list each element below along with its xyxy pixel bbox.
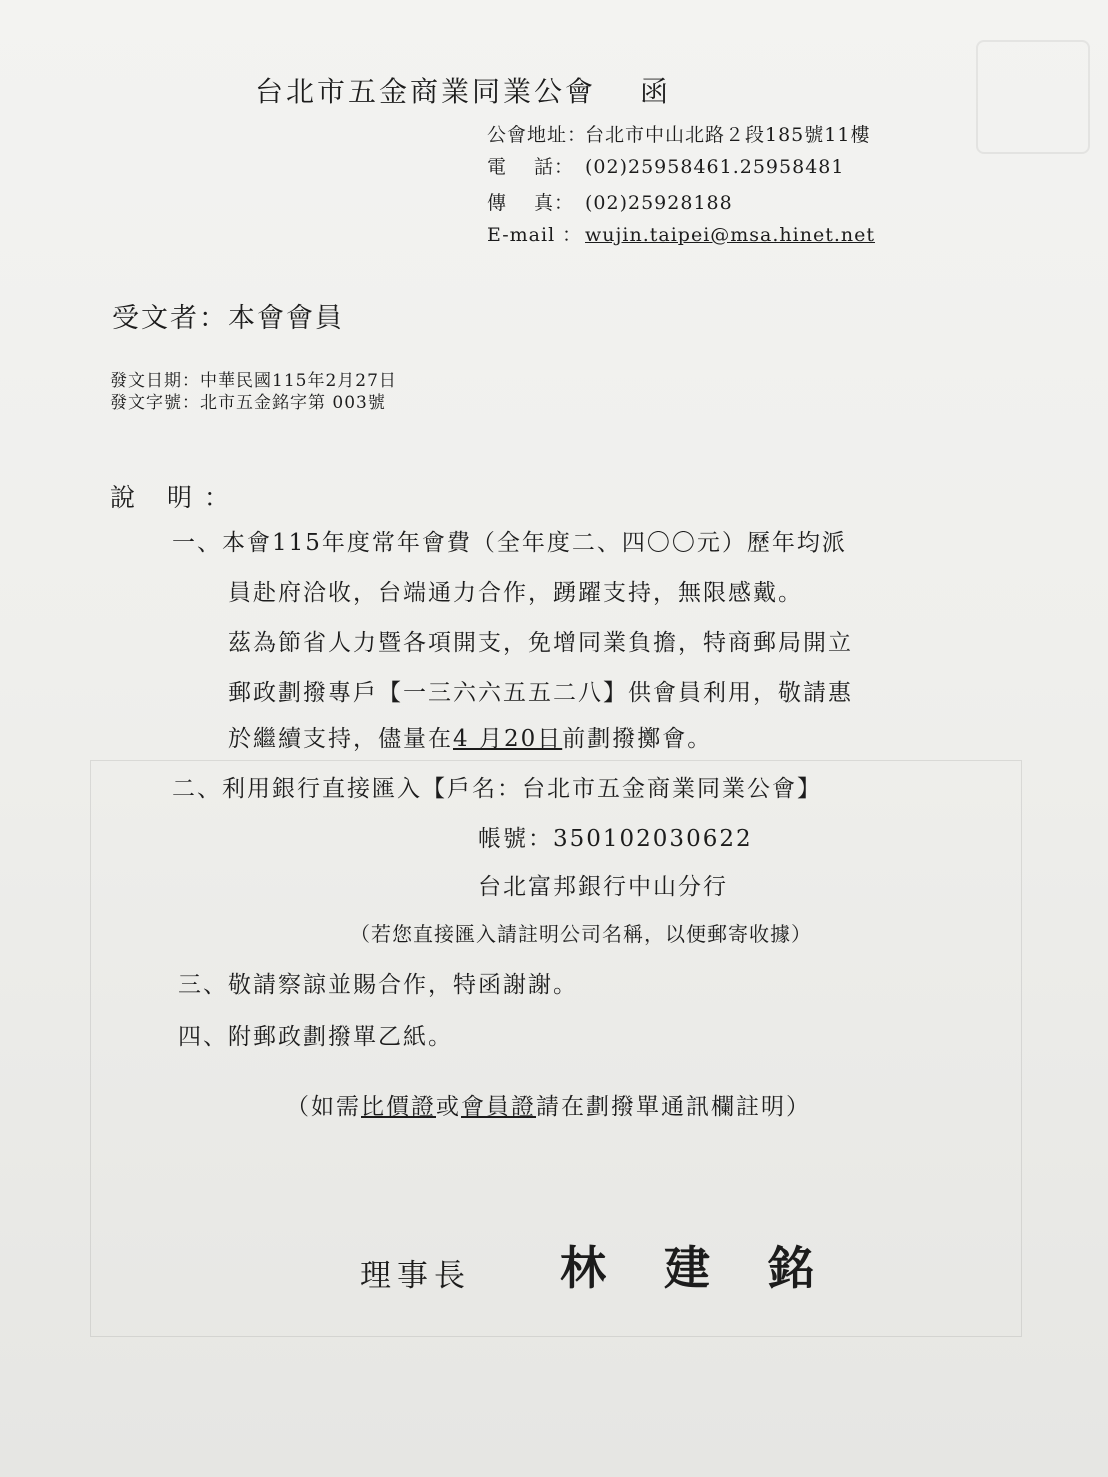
phone-label: 電 話：	[487, 156, 575, 178]
cert-note-member-cert: 會員證	[461, 1094, 536, 1120]
account-number: 帳號：350102030622	[478, 826, 753, 852]
item-1-line-2: 員赴府洽收，台端通力合作，踴躍支持，無限感戴。	[228, 580, 803, 606]
cert-note-part-1: （如需	[286, 1094, 361, 1120]
email-value: wujin.taipei@msa.hinet.net	[585, 224, 875, 246]
recipient: 受文者：本會會員	[112, 303, 344, 334]
deadline-suffix: 前劃撥擲會。	[562, 726, 713, 752]
deadline-prefix: 於繼續支持，儘量在	[228, 726, 453, 752]
phone-line	[487, 152, 844, 179]
item-1-line-3: 茲為節省人力暨各項開支，免增同業負擔，特商郵局開立	[228, 630, 853, 656]
item-1-line-1: 一、本會115年度常年會費（全年度二、四〇〇元）歷年均派	[172, 530, 847, 556]
item-3: 三、敬請察諒並賜合作，特函謝謝。	[178, 972, 578, 998]
certificate-note	[286, 1088, 811, 1121]
chairman-title: 理事長	[360, 1258, 471, 1294]
address-line	[487, 120, 870, 147]
fax-value: (02)25928188	[585, 192, 733, 214]
deadline-date: 4 月20日	[453, 726, 563, 752]
letter-title	[255, 70, 671, 110]
email-line	[487, 220, 875, 247]
cert-note-part-5: 請在劃撥單通訊欄註明）	[536, 1094, 811, 1120]
item-4: 四、附郵政劃撥單乙紙。	[178, 1024, 453, 1050]
item-1-line-5	[228, 720, 712, 753]
fax-label: 傳 真：	[487, 192, 575, 214]
cert-note-part-3: 或	[436, 1094, 461, 1120]
issue-number: 發文字號：北市五金銘字第 003號	[110, 393, 386, 413]
remittance-note: （若您直接匯入請註明公司名稱，以便郵寄收據）	[350, 922, 812, 946]
show-through-seal	[976, 40, 1090, 154]
address-label: 公會地址：	[487, 124, 588, 146]
cert-note-price-cert: 比價證	[361, 1094, 436, 1120]
phone-value: (02)25958461.25958481	[585, 156, 845, 178]
letter-type: 函	[640, 75, 672, 108]
chairman-name: 林建銘	[560, 1241, 872, 1295]
bank-branch: 台北富邦銀行中山分行	[478, 874, 728, 900]
email-label: E-mail ：	[487, 224, 583, 246]
fax-line	[487, 188, 733, 215]
issue-date: 發文日期：中華民國115年2月27日	[110, 371, 397, 391]
explanation-heading: 說 明：	[110, 483, 241, 512]
organization-name: 台北市五金商業同業公會	[255, 75, 597, 108]
item-1-line-4: 郵政劃撥專戶【一三六六五五二八】供會員利用，敬請惠	[228, 680, 853, 706]
address-value: 台北市中山北路２段185號11樓	[585, 124, 871, 146]
item-2-line-1: 二、利用銀行直接匯入【戶名：台北市五金商業同業公會】	[172, 776, 822, 802]
